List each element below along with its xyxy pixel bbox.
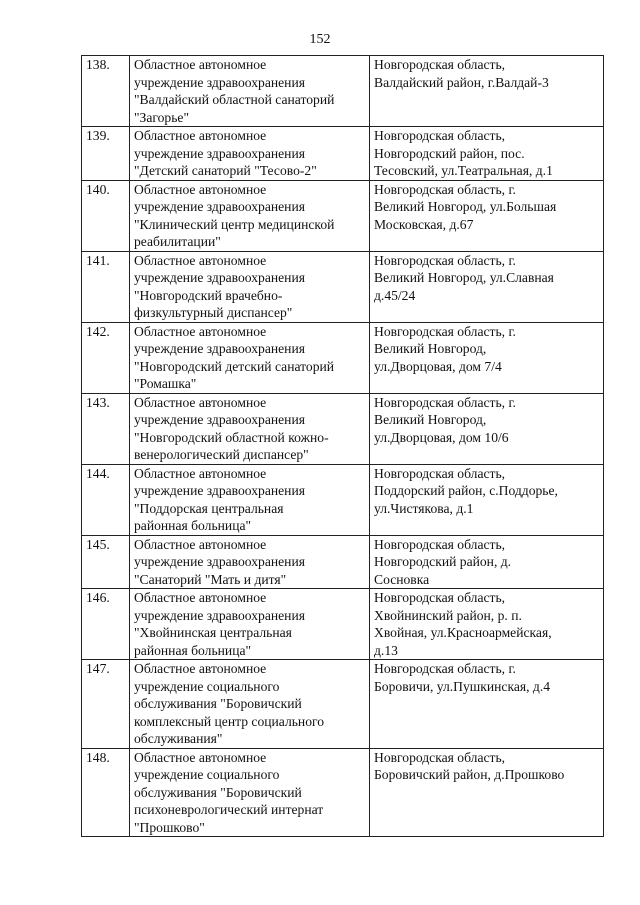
institution-address-cell: [370, 464, 604, 535]
institution-address-cell: [370, 322, 604, 393]
institution-address-line: Новгородская область, г.: [374, 252, 516, 268]
institution-address-line: ул.Дворцовая, дом 10/6: [374, 429, 509, 445]
institution-address-line: Новгородская область, г.: [374, 394, 516, 410]
institution-name-line: Областное автономное: [134, 128, 267, 143]
table-row: [82, 251, 604, 322]
institution-address-line: Боровичи, ул.Пушкинская, д.4: [374, 678, 551, 694]
institution-address-cell: [370, 251, 604, 322]
institution-name-line: учреждение здравоохранения: [134, 270, 305, 285]
institution-address-line: Сосновка: [374, 571, 430, 587]
institution-name-cell: [130, 56, 370, 127]
institution-name-line: учреждение здравоохранения: [134, 74, 305, 90]
institution-address-line: Новгородская область, г.: [374, 661, 516, 676]
institution-name-line: "Новгородский областной кожно-: [134, 429, 329, 445]
table-row: [82, 127, 604, 181]
institutions-table-body: [82, 56, 604, 837]
institution-address-line: Новгородский район, д.: [374, 554, 512, 569]
institution-name-line: Областное автономное: [134, 181, 267, 197]
institution-name-line: "Новгородский врачебно-: [134, 287, 283, 303]
institution-name-line: "Детский санаторий "Тесово-2": [134, 163, 317, 178]
table-row: [82, 660, 604, 749]
table-row: [82, 393, 604, 464]
institution-name-line: реабилитации": [134, 234, 221, 249]
row-number: 141.: [82, 251, 130, 322]
institution-address-line: ул.Чистякова, д.1: [374, 500, 474, 516]
institution-name-line: Областное автономное: [134, 57, 267, 72]
row-number: 145.: [82, 535, 130, 589]
institution-name-cell: [130, 535, 370, 589]
institution-address-line: Поддорский район, с.Поддорье,: [374, 483, 558, 498]
institution-name-line: учреждение социального: [134, 678, 280, 694]
institutions-table: [81, 55, 604, 837]
institution-address-cell: [370, 748, 604, 837]
institution-address-line: Великий Новгород,: [374, 341, 487, 356]
row-number: 148.: [82, 748, 130, 837]
row-number: 140.: [82, 180, 130, 251]
institution-name-cell: [130, 180, 370, 251]
row-number: 138.: [82, 56, 130, 127]
institution-address-line: Боровичский район, д.Прошково: [374, 767, 565, 782]
institution-address-cell: [370, 180, 604, 251]
institution-name-line: учреждение здравоохранения: [134, 199, 305, 214]
row-number: 146.: [82, 589, 130, 660]
institution-address-line: Великий Новгород, ул.Большая: [374, 199, 557, 214]
institution-address-line: Великий Новгород, ул.Славная: [374, 270, 554, 285]
institution-name-line: Областное автономное: [134, 536, 267, 552]
institution-name-line: учреждение здравоохранения: [134, 607, 305, 623]
institution-address-line: Новгородская область,: [374, 465, 506, 481]
table-row: [82, 535, 604, 589]
institution-name-cell: [130, 748, 370, 837]
institution-address-cell: [370, 127, 604, 181]
institution-name-line: венерологический диспансер": [134, 447, 309, 462]
institution-name-line: учреждение здравоохранения: [134, 145, 305, 161]
row-number: 139.: [82, 127, 130, 181]
row-number: 142.: [82, 322, 130, 393]
institution-name-line: Областное автономное: [134, 323, 267, 339]
institution-address-line: д.13: [374, 642, 398, 658]
institution-name-line: обслуживания "Боровичский: [134, 784, 302, 800]
institution-address-line: Хвойная, ул.Красноармейская,: [374, 625, 552, 640]
table-row: [82, 748, 604, 837]
institution-name-line: "Прошково": [134, 819, 205, 835]
institution-address-line: Великий Новгород,: [374, 412, 487, 427]
institution-name-line: районная больница": [134, 642, 252, 658]
institution-address-cell: [370, 589, 604, 660]
table-row: [82, 56, 604, 127]
institution-address-line: Тесовский, ул.Театральная, д.1: [374, 163, 553, 178]
institution-address-line: Новгородская область,: [374, 590, 506, 605]
row-number: 147.: [82, 660, 130, 749]
institution-name-line: комплексный центр социального: [134, 713, 325, 729]
institution-name-line: Областное автономное: [134, 661, 267, 676]
institution-address-line: Новгородская область,: [374, 57, 506, 72]
institution-name-line: учреждение здравоохранения: [134, 483, 305, 498]
institution-name-line: "Загорье": [134, 109, 190, 125]
institution-address-line: Новгородская область,: [374, 749, 506, 765]
institution-name-line: "Ромашка": [134, 376, 197, 391]
institution-name-cell: [130, 660, 370, 749]
institution-address-line: Новгородская область,: [374, 536, 506, 552]
institution-address-cell: [370, 56, 604, 127]
institution-name-line: учреждение здравоохранения: [134, 554, 305, 569]
institution-address-line: Новгородский район, пос.: [374, 145, 525, 161]
institution-name-cell: [130, 322, 370, 393]
institution-name-line: обслуживания "Боровичский: [134, 696, 302, 711]
page-number: 152: [309, 32, 331, 47]
institution-name-line: Областное автономное: [134, 252, 267, 268]
institution-name-line: "Санаторий "Мать и дитя": [134, 571, 287, 587]
institution-name-line: "Новгородский детский санаторий: [134, 358, 335, 374]
table-row: [82, 464, 604, 535]
institution-name-line: Областное автономное: [134, 465, 267, 481]
institution-name-line: "Клинический центр медицинской: [134, 216, 335, 232]
institution-address-cell: [370, 393, 604, 464]
table-row: [82, 180, 604, 251]
institution-address-line: Хвойнинский район, р. п.: [374, 607, 522, 623]
institution-name-line: районная больница": [134, 518, 252, 533]
institution-address-line: Валдайский район, г.Валдай-3: [374, 74, 549, 90]
institution-address-cell: [370, 660, 604, 749]
table-row: [82, 322, 604, 393]
institution-address-line: д.45/24: [374, 287, 416, 303]
row-number: 144.: [82, 464, 130, 535]
institution-address-line: Новгородская область, г.: [374, 323, 516, 339]
institution-name-line: Областное автономное: [134, 590, 267, 605]
institution-name-cell: [130, 589, 370, 660]
institution-address-line: ул.Дворцовая, дом 7/4: [374, 358, 502, 374]
institution-name-line: физкультурный диспансер": [134, 305, 293, 320]
institution-name-cell: [130, 127, 370, 181]
institution-name-line: учреждение здравоохранения: [134, 341, 305, 356]
institution-name-line: Областное автономное: [134, 394, 267, 410]
institution-address-line: Новгородская область, г.: [374, 181, 516, 197]
institution-name-line: "Хвойнинская центральная: [134, 625, 292, 640]
institution-name-line: учреждение здравоохранения: [134, 412, 305, 427]
institution-address-line: Московская, д.67: [374, 216, 474, 232]
row-number: 143.: [82, 393, 130, 464]
institution-name-line: психоневрологический интернат: [134, 802, 324, 817]
institution-name-line: Областное автономное: [134, 749, 267, 765]
institution-name-line: учреждение социального: [134, 767, 280, 782]
institution-name-cell: [130, 251, 370, 322]
institution-address-line: Новгородская область,: [374, 128, 506, 143]
institution-name-line: "Валдайский областной санаторий: [134, 92, 335, 107]
institution-name-cell: [130, 393, 370, 464]
institution-name-cell: [130, 464, 370, 535]
institution-name-line: обслуживания": [134, 731, 223, 746]
table-row: [82, 589, 604, 660]
institution-name-line: "Поддорская центральная: [134, 500, 284, 516]
institution-address-cell: [370, 535, 604, 589]
